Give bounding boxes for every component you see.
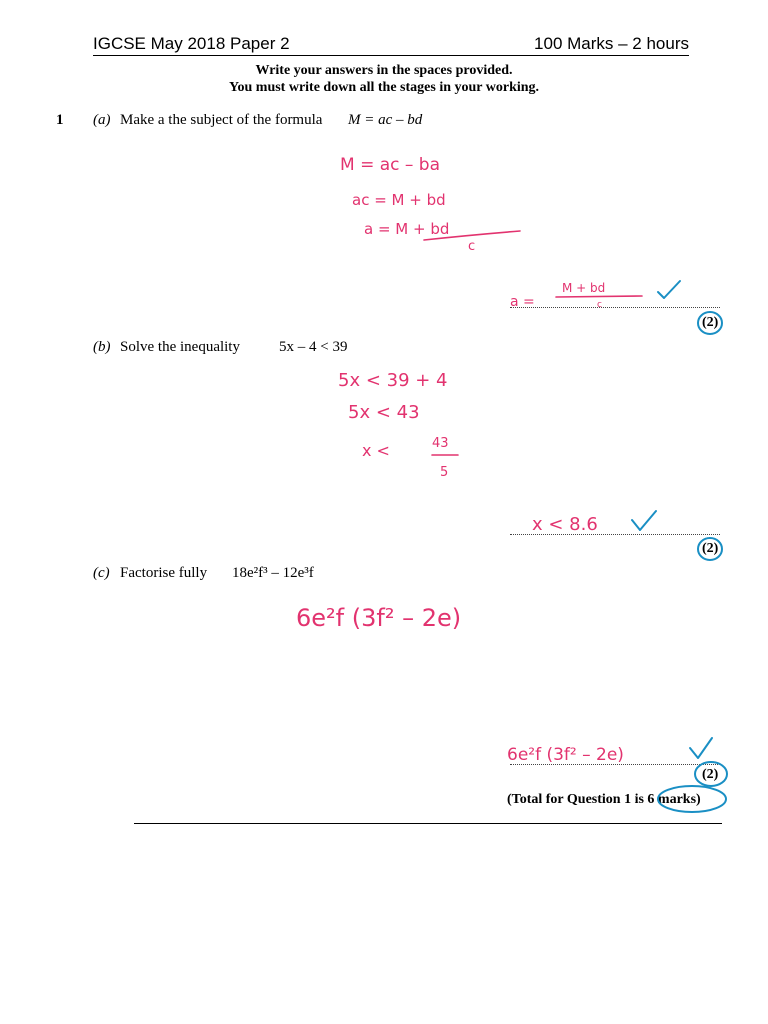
paper-title: IGCSE May 2018 Paper 2 [93,34,290,53]
hw-b-line-3: x < [362,441,390,460]
hw-a-answer-bar [556,296,642,297]
part-c-label: (c) [93,565,110,581]
hw-c-answer: 6e²f (3f² – 2e) [507,745,624,765]
hw-b-fraction-denominator: 5 [440,465,449,480]
mark-circle-c-icon [695,762,727,786]
hw-c-working: 6e²f (3f² – 2e) [296,604,462,632]
part-b-prompt: Solve the inequality [120,339,240,355]
question-number: 1 [56,112,64,128]
question-total: (Total for Question 1 is 6 marks) [507,792,701,807]
part-b-marks: (2) [702,541,719,556]
mark-circle-b-icon [698,538,722,560]
part-b-expression: 5x – 4 < 39 [279,339,348,355]
hw-b-line-1: 5x < 39 + 4 [338,370,448,391]
instruction-line-1: Write your answers in the spaces provided. [255,63,513,78]
tick-c-icon [690,738,712,758]
mark-circle-a-icon [698,312,722,334]
part-a-label: (a) [93,112,111,128]
tick-b-icon [632,511,656,530]
total-marks-circle-icon [658,786,726,812]
hw-a-denominator: c [468,239,476,254]
part-a-prompt: Make a the subject of the formula [120,112,323,128]
part-a-marks: (2) [702,315,719,330]
hw-a-answer-denominator: c [597,300,602,310]
instruction-line-2: You must write down all the stages in your working. [228,80,540,95]
hw-b-answer: x < 8.6 [532,514,598,535]
part-a-expression: M = ac – bd [348,112,423,128]
marks-and-time: 100 Marks – 2 hours [534,34,689,53]
hw-a-answer-lhs: a = [510,294,535,310]
part-c-prompt: Factorise fully [120,565,208,581]
hw-a-line-3: a = M + bd [364,220,450,238]
tick-a-icon [658,281,680,298]
hw-b-line-2: 5x < 43 [348,402,420,423]
hw-a-line-2: ac = M + bd [352,191,446,209]
hw-b-fraction-numerator: 43 [432,436,449,451]
hw-a-answer-numerator: M + bd [562,281,606,295]
part-c-marks: (2) [702,767,719,782]
hw-a-line-1: M = ac – ba [340,155,440,175]
part-c-expression: 18e²f³ – 12e³f [232,565,314,581]
part-b-label: (b) [93,339,111,355]
